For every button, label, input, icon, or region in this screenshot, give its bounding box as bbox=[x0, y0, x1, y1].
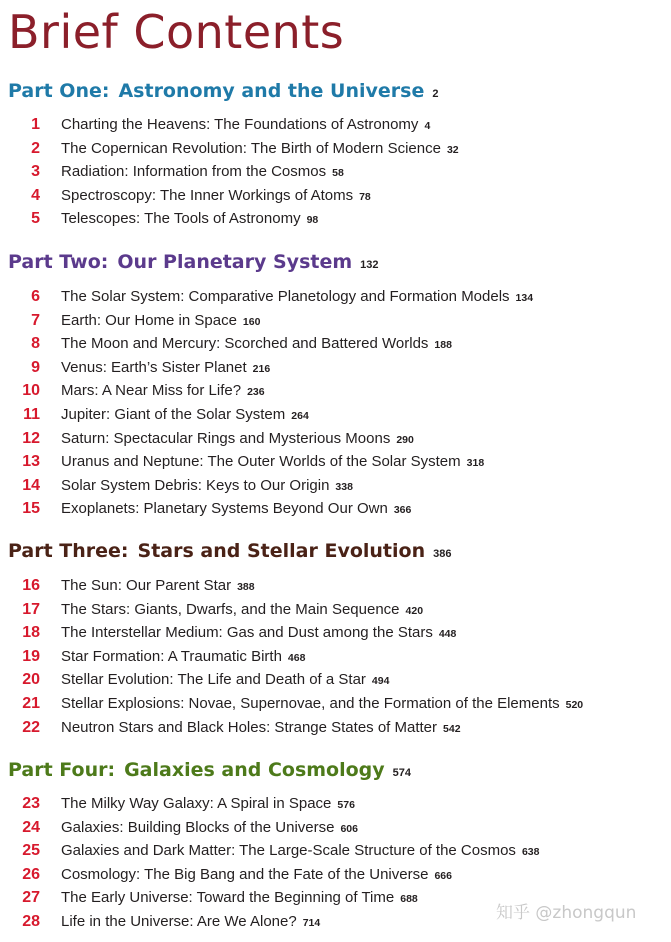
chapter-page-number: 542 bbox=[443, 722, 461, 735]
part-page-number: 132 bbox=[360, 259, 379, 271]
chapter-title: The Moon and Mercury: Scorched and Battered Worlds bbox=[61, 335, 429, 353]
chapter-title: Charting the Heavens: The Foundations of Astronomy bbox=[61, 116, 419, 133]
chapter-title-line bbox=[61, 451, 484, 474]
chapter-title: Telescopes: The Tools of Astronomy bbox=[61, 210, 301, 228]
chapter-title-line bbox=[61, 185, 371, 208]
chapter-page-number: 338 bbox=[335, 480, 353, 493]
chapter-page-number: 714 bbox=[302, 917, 321, 929]
chapter-number: 28 bbox=[22, 913, 40, 930]
chapter-number: 3 bbox=[31, 163, 40, 181]
chapter-page-number: 134 bbox=[515, 292, 534, 304]
chapter-page-number: 448 bbox=[438, 628, 457, 641]
chapter-title: Solar System Debris: Keys to Our Origin bbox=[61, 476, 330, 494]
chapter-page-number: 468 bbox=[287, 651, 306, 664]
chapter-title-line bbox=[61, 599, 423, 622]
chapter-number: 11 bbox=[23, 406, 40, 423]
chapter-page-number: 216 bbox=[252, 362, 271, 375]
chapter-page-number: 188 bbox=[434, 339, 452, 352]
chapter-page-number: 78 bbox=[359, 190, 371, 203]
page-title: Brief Contents bbox=[8, 5, 345, 59]
chapter-page-number: 388 bbox=[237, 581, 255, 593]
chapter-title: Radiation: Information from the Cosmos bbox=[61, 163, 327, 181]
chapter-page-number: 494 bbox=[371, 675, 390, 688]
part-page-number: 386 bbox=[433, 548, 452, 560]
part-page-number: 574 bbox=[392, 767, 412, 779]
chapter-title-line bbox=[61, 161, 344, 184]
chapter-title: Mars: A Near Miss for Life? bbox=[61, 382, 242, 400]
chapter-number: 1 bbox=[31, 116, 40, 133]
chapter-page-number: 576 bbox=[337, 799, 355, 811]
chapter-title: Star Formation: A Traumatic Birth bbox=[61, 647, 282, 665]
chapter-number: 10 bbox=[22, 382, 40, 400]
part-page-number: 2 bbox=[432, 88, 439, 100]
chapter-page-number: 32 bbox=[446, 143, 459, 156]
chapter-number: 25 bbox=[22, 842, 40, 860]
chapter-title-line bbox=[61, 887, 418, 910]
chapter-title-line bbox=[61, 817, 358, 840]
part-name: Stars and Stellar Evolution bbox=[137, 540, 426, 562]
chapter-title-line bbox=[61, 208, 318, 231]
chapter-number: 5 bbox=[31, 210, 40, 228]
part-name: Galaxies and Cosmology bbox=[124, 759, 385, 781]
chapter-number: 4 bbox=[31, 186, 40, 204]
chapter-page-number: 318 bbox=[466, 457, 485, 470]
chapter-title-line bbox=[61, 669, 389, 692]
chapter-number: 19 bbox=[22, 647, 40, 665]
chapter-number: 16 bbox=[22, 577, 40, 594]
chapter-page-number: 638 bbox=[521, 846, 540, 859]
chapter-number: 12 bbox=[22, 429, 40, 447]
chapter-number: 8 bbox=[31, 335, 40, 353]
chapter-title-line bbox=[61, 380, 265, 403]
chapter-page-number: 290 bbox=[396, 433, 414, 446]
chapter-title: Stellar Evolution: The Life and Death of a Star bbox=[61, 671, 366, 689]
part-heading bbox=[8, 539, 451, 566]
chapter-number: 7 bbox=[31, 311, 40, 329]
chapter-title-line bbox=[61, 498, 411, 521]
chapter-title-line bbox=[61, 840, 539, 863]
chapter-number: 13 bbox=[22, 453, 40, 471]
chapter-number: 17 bbox=[22, 600, 40, 618]
chapter-title: Life in the Universe: Are We Alone? bbox=[61, 913, 297, 930]
chapter-page-number: 58 bbox=[332, 167, 344, 180]
chapter-title: Exoplanets: Planetary Systems Beyond Our Own bbox=[61, 500, 388, 518]
chapter-number: 20 bbox=[22, 671, 40, 689]
chapter-title-line bbox=[61, 310, 260, 333]
chapter-title-line bbox=[61, 138, 459, 161]
chapter-title: Uranus and Neptune: The Outer Worlds of the Solar System bbox=[61, 453, 461, 471]
chapter-title-line bbox=[61, 357, 270, 380]
chapter-title: The Solar System: Comparative Planetology and Formation Models bbox=[61, 288, 510, 305]
chapter-number: 21 bbox=[22, 695, 40, 712]
chapter-title: The Stars: Giants, Dwarfs, and the Main Sequence bbox=[61, 600, 400, 618]
chapter-title: The Sun: Our Parent Star bbox=[61, 577, 232, 594]
chapter-title: Stellar Explosions: Novae, Supernovae, and the Formation of the Elements bbox=[61, 695, 560, 712]
chapter-title: Neutron Stars and Black Holes: Strange States of Matter bbox=[61, 718, 438, 736]
chapter-title: Cosmology: The Big Bang and the Fate of the Universe bbox=[61, 865, 429, 883]
chapter-page-number: 420 bbox=[405, 604, 424, 617]
chapter-number: 14 bbox=[22, 476, 40, 494]
chapter-title-line bbox=[61, 693, 583, 716]
chapter-title: Earth: Our Home in Space bbox=[61, 311, 237, 329]
chapter-title-line bbox=[61, 114, 430, 137]
chapter-title-line bbox=[61, 475, 353, 498]
chapter-page-number: 366 bbox=[393, 504, 412, 517]
chapter-number: 6 bbox=[31, 288, 40, 305]
chapter-title: Galaxies: Building Blocks of the Universe bbox=[61, 818, 335, 836]
chapter-title: The Interstellar Medium: Gas and Dust among the Stars bbox=[61, 624, 433, 642]
chapter-number: 23 bbox=[22, 795, 40, 812]
chapter-title-line bbox=[61, 622, 456, 645]
chapter-title-line bbox=[61, 793, 355, 816]
chapter-title-line bbox=[61, 333, 452, 356]
chapter-page-number: 4 bbox=[424, 120, 431, 132]
part-label: Part Four: bbox=[8, 759, 116, 781]
chapter-number: 27 bbox=[22, 889, 40, 907]
watermark: 知乎 @zhongqun bbox=[496, 903, 637, 923]
chapter-page-number: 606 bbox=[340, 822, 358, 835]
chapter-number: 15 bbox=[22, 500, 40, 518]
chapter-title: Galaxies and Dark Matter: The Large-Scale Structure of the Cosmos bbox=[61, 842, 516, 860]
chapter-page-number: 236 bbox=[247, 386, 265, 399]
chapter-title: The Copernican Revolution: The Birth of Modern Science bbox=[61, 139, 441, 157]
chapter-title-line bbox=[61, 404, 309, 427]
chapter-title: Jupiter: Giant of the Solar System bbox=[61, 406, 286, 423]
chapter-title-line bbox=[61, 286, 533, 309]
chapter-page-number: 688 bbox=[400, 893, 418, 906]
part-heading bbox=[8, 758, 411, 785]
chapter-title-line bbox=[61, 864, 452, 887]
part-heading bbox=[8, 250, 379, 277]
chapter-title: Saturn: Spectacular Rings and Mysterious Moons bbox=[61, 429, 391, 447]
chapter-number: 9 bbox=[31, 358, 40, 376]
part-label: Part One: bbox=[8, 80, 110, 102]
chapter-title-line bbox=[61, 717, 461, 740]
chapter-title: The Early Universe: Toward the Beginning of Time bbox=[61, 889, 395, 907]
part-name: Astronomy and the Universe bbox=[118, 80, 425, 102]
chapter-title: The Milky Way Galaxy: A Spiral in Space bbox=[61, 795, 332, 812]
chapter-number: 18 bbox=[22, 624, 40, 642]
chapter-title-line bbox=[61, 428, 414, 451]
chapter-page-number: 264 bbox=[291, 410, 309, 422]
part-heading bbox=[8, 79, 438, 106]
chapter-number: 2 bbox=[31, 139, 40, 157]
chapter-page-number: 666 bbox=[434, 869, 452, 882]
chapter-title-line bbox=[61, 911, 320, 934]
part-label: Part Two: bbox=[8, 251, 109, 273]
chapter-page-number: 520 bbox=[565, 699, 584, 711]
part-label: Part Three: bbox=[8, 540, 129, 562]
chapter-title-line bbox=[61, 646, 305, 669]
chapter-number: 22 bbox=[22, 718, 40, 736]
chapter-page-number: 160 bbox=[242, 315, 261, 328]
chapter-number: 24 bbox=[22, 818, 40, 836]
part-name: Our Planetary System bbox=[117, 251, 353, 273]
chapter-number: 26 bbox=[22, 865, 40, 883]
chapter-title: Venus: Earth’s Sister Planet bbox=[61, 358, 247, 376]
chapter-page-number: 98 bbox=[306, 214, 319, 227]
chapter-title-line bbox=[61, 575, 255, 598]
chapter-title: Spectroscopy: The Inner Workings of Atoms bbox=[61, 186, 354, 204]
